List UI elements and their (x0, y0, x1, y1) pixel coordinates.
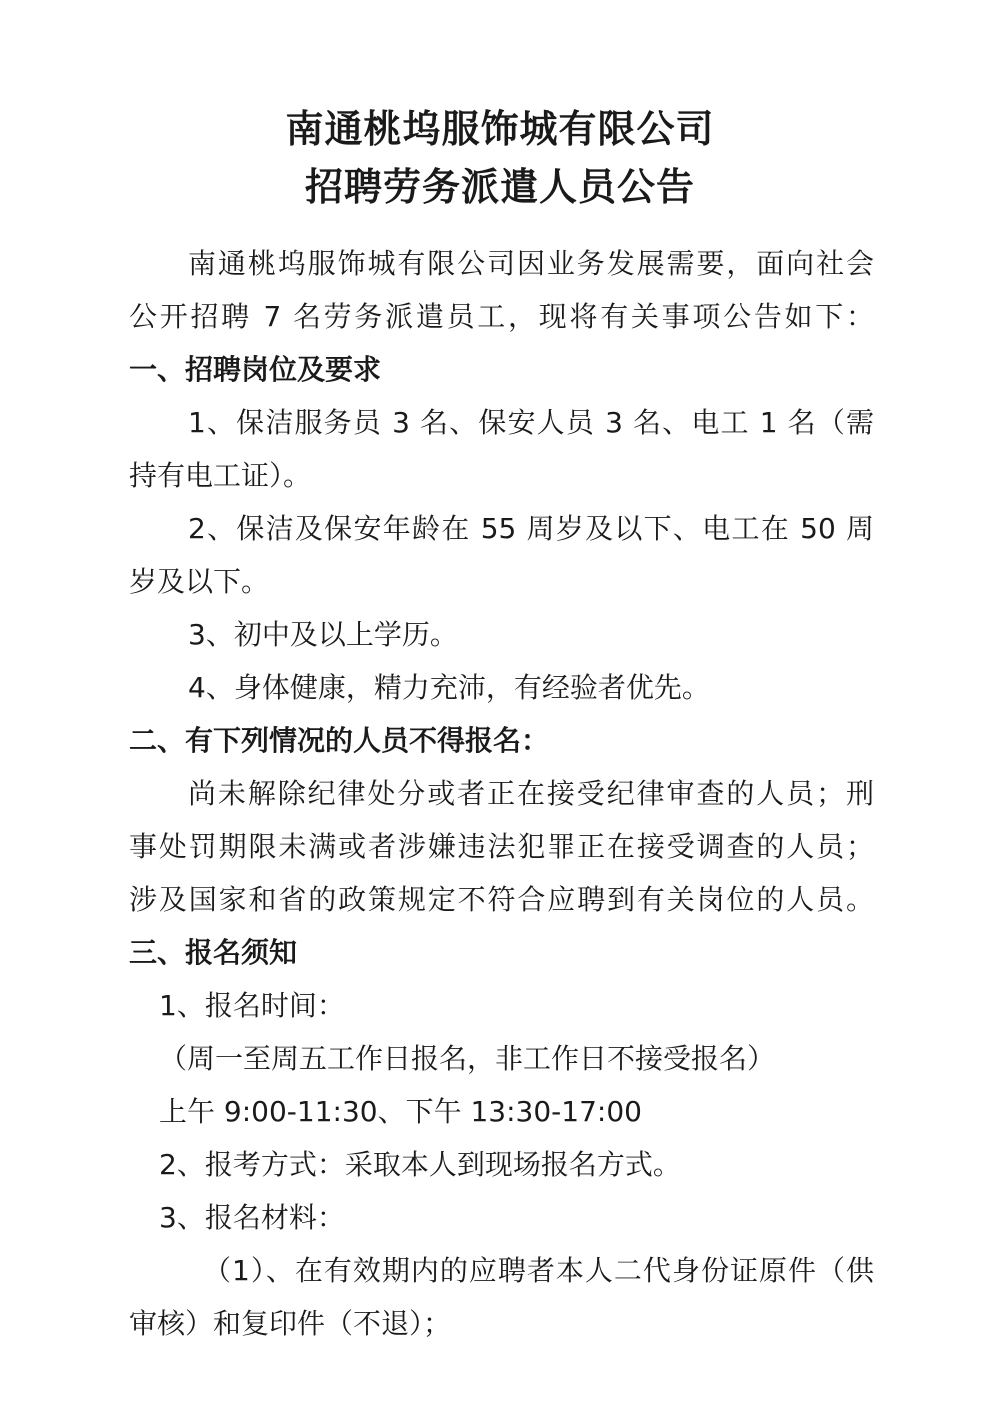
section-1-item-2-line-1: 2、保洁及保安年龄在 55 周岁及以下、电工在 50 周 (188, 512, 874, 545)
section-2-line-3: 涉及国家和省的政策规定不符合应聘到有关岗位的人员。 (129, 883, 874, 916)
intro-line-2: 公开招聘 7 名劳务派遣员工，现将有关事项公告如下： (129, 300, 874, 333)
section-3-item-1-hours: 上午 9:00-11:30、下午 13:30-17:00 (159, 1095, 642, 1128)
section-2-line-2: 事处罚期限未满或者涉嫌违法犯罪正在接受调查的人员； (129, 830, 874, 863)
intro-line-1: 南通桃坞服饰城有限公司因业务发展需要，面向社会 (188, 247, 874, 280)
section-1-item-2-line-2: 岁及以下。 (129, 565, 270, 598)
section-3-item-3: 3、报名材料： (159, 1201, 345, 1234)
section-1-item-1-line-2: 持有电工证）。 (129, 459, 312, 492)
section-3-item-1: 1、报名时间： (159, 989, 345, 1022)
section-2-line-1: 尚未解除纪律处分或者正在接受纪律审查的人员；刑 (188, 777, 874, 810)
section-1-item-3: 3、初中及以上学历。 (188, 618, 458, 651)
section-1-heading: 一、招聘岗位及要求 (129, 353, 382, 386)
section-3-item-2: 2、报考方式：采取本人到现场报名方式。 (159, 1148, 681, 1181)
document-title-line-1: 南通桃坞服饰城有限公司 (285, 106, 715, 151)
section-1-item-1-line-1: 1、保洁服务员 3 名、保安人员 3 名、电工 1 名（需 (188, 406, 874, 439)
section-2-heading: 二、有下列情况的人员不得报名： (129, 724, 550, 757)
section-3-heading: 三、报名须知 (129, 936, 298, 969)
section-1-item-4: 4、身体健康，精力充沛，有经验者优先。 (188, 671, 710, 704)
section-3-material-1-line-2: 审核）和复印件（不退）； (129, 1307, 452, 1340)
section-3-item-1-note: （周一至周五工作日报名，非工作日不接受报名） (159, 1042, 776, 1075)
document-title-line-2: 招聘劳务派遣人员公告 (304, 164, 695, 209)
section-3-material-1-line-1: （1）、在有效期内的应聘者本人二代身份证原件（供 (203, 1254, 874, 1287)
